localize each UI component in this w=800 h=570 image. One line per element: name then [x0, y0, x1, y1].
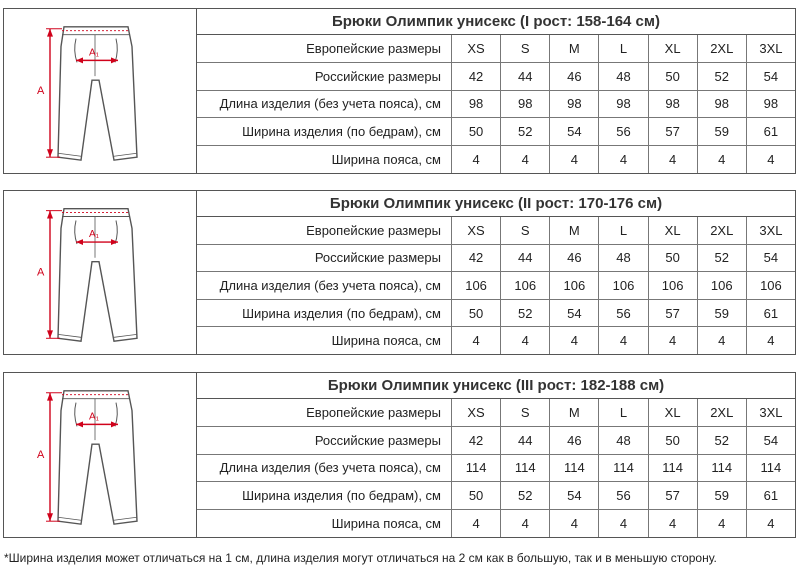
table-cell: L — [599, 35, 648, 62]
table-cell: 48 — [599, 427, 648, 454]
table-cell: 4 — [649, 510, 698, 537]
table-cell: 50 — [649, 63, 698, 90]
table-cell: 52 — [698, 427, 747, 454]
table-cell: L — [599, 217, 648, 244]
pants-diagram-2 — [4, 191, 197, 354]
table-row — [197, 118, 795, 146]
table-row — [197, 35, 795, 63]
table-cell: 57 — [649, 300, 698, 327]
table-cell: 4 — [452, 146, 501, 173]
table-cell: 4 — [452, 327, 501, 354]
size-table-block-2 — [3, 190, 796, 355]
table-cell: 54 — [763, 250, 779, 266]
table-cell: 56 — [599, 118, 648, 145]
table-cell: L — [599, 399, 648, 426]
table-cell: 59 — [698, 482, 747, 509]
table-cell: 4 — [550, 510, 599, 537]
table-cell: 52 — [501, 482, 550, 509]
table-cell: 114 — [501, 455, 550, 482]
table-cell: S — [501, 399, 550, 426]
row-label: Длина изделия (без учета пояса), см — [197, 272, 452, 299]
table-row — [197, 146, 795, 173]
row-label: Длина изделия (без учета пояса), см — [197, 91, 452, 118]
table-cell: 4 — [698, 327, 747, 354]
pants-icon — [4, 191, 197, 354]
table-cell: 61 — [763, 488, 779, 504]
table-cell: 106 — [599, 272, 648, 299]
table-cell: 46 — [550, 245, 599, 272]
table-cell: 4 — [698, 510, 747, 537]
table-cell: 3XL — [759, 40, 783, 56]
table-cell: 56 — [599, 482, 648, 509]
size-table-3 — [197, 373, 795, 537]
width-label: A₁ — [89, 411, 100, 423]
table-cell: 59 — [698, 300, 747, 327]
table-cell: 50 — [452, 300, 501, 327]
table-cell: 3XL — [759, 404, 783, 420]
table-cell: 106 — [550, 272, 599, 299]
table-cell: 54 — [550, 482, 599, 509]
table-cell: 4 — [698, 146, 747, 173]
size-table-block-1 — [3, 8, 796, 174]
table-row — [197, 399, 795, 427]
table-cell: 98 — [452, 91, 501, 118]
row-label: Российские размеры — [197, 427, 452, 454]
table-cell: 54 — [763, 432, 779, 448]
table-cell: 48 — [599, 63, 648, 90]
table-cell: XL — [649, 217, 698, 244]
table-cell: 42 — [452, 245, 501, 272]
table-title: Брюки Олимпик унисекс (I рост: 158-164 см) — [197, 9, 795, 35]
size-table-1 — [197, 9, 795, 173]
table-cell: 4 — [649, 146, 698, 173]
table-cell: 106 — [501, 272, 550, 299]
table-cell: 46 — [550, 427, 599, 454]
table-row — [197, 427, 795, 455]
table-cell: 57 — [649, 118, 698, 145]
table-cell: 4 — [550, 146, 599, 173]
table-cell: 98 — [649, 91, 698, 118]
table-cell: 50 — [649, 245, 698, 272]
table-cell: 106 — [760, 277, 782, 293]
table-cell: 44 — [501, 427, 550, 454]
table-cell: XL — [649, 399, 698, 426]
table-cell: XS — [452, 217, 501, 244]
table-cell: 98 — [599, 91, 648, 118]
row-label: Ширина пояса, см — [197, 327, 452, 354]
table-cell: 4 — [649, 327, 698, 354]
table-cell: S — [501, 35, 550, 62]
pants-icon — [4, 373, 197, 537]
table-cell: 106 — [452, 272, 501, 299]
table-cell: 46 — [550, 63, 599, 90]
row-label: Ширина пояса, см — [197, 146, 452, 173]
footnote: *Ширина изделия может отличаться на 1 см, длина изделия могут отличаться на 2 см как в большую, так и в меньшую сторону. — [4, 551, 717, 565]
table-cell: 42 — [452, 63, 501, 90]
table-cell: 3XL — [759, 222, 783, 238]
row-label: Европейские размеры — [197, 217, 452, 244]
table-cell: 98 — [501, 91, 550, 118]
table-cell: 98 — [698, 91, 747, 118]
table-cell: 4 — [550, 327, 599, 354]
table-cell: 52 — [698, 63, 747, 90]
size-table-2 — [197, 191, 795, 354]
table-row — [197, 217, 795, 245]
table-cell: 2XL — [698, 217, 747, 244]
table-cell: 2XL — [698, 399, 747, 426]
table-cell: M — [550, 399, 599, 426]
row-label: Европейские размеры — [197, 399, 452, 426]
table-cell: 50 — [452, 482, 501, 509]
row-label: Ширина изделия (по бедрам), см — [197, 482, 452, 509]
length-label: A — [37, 85, 45, 97]
table-cell: 42 — [452, 427, 501, 454]
table-cell: 4 — [599, 510, 648, 537]
table-row — [197, 63, 795, 91]
row-label: Ширина изделия (по бедрам), см — [197, 300, 452, 327]
table-title: Брюки Олимпик унисекс (II рост: 170-176 см) — [197, 191, 795, 217]
table-cell: 48 — [599, 245, 648, 272]
table-cell: 98 — [550, 91, 599, 118]
table-cell: 114 — [452, 455, 501, 482]
table-row — [197, 272, 795, 300]
table-cell: 4 — [767, 152, 775, 168]
table-cell: 56 — [599, 300, 648, 327]
table-cell: XS — [452, 35, 501, 62]
table-cell: XS — [452, 399, 501, 426]
table-cell: 4 — [501, 146, 550, 173]
table-cell: 114 — [698, 455, 747, 482]
table-cell: 114 — [599, 455, 648, 482]
table-cell: 59 — [698, 118, 747, 145]
row-label: Европейские размеры — [197, 35, 452, 62]
table-cell: 50 — [452, 118, 501, 145]
row-label: Ширина изделия (по бедрам), см — [197, 118, 452, 145]
table-cell: XL — [649, 35, 698, 62]
row-label: Российские размеры — [197, 63, 452, 90]
table-cell: 44 — [501, 245, 550, 272]
table-cell: 106 — [649, 272, 698, 299]
table-cell: M — [550, 35, 599, 62]
table-cell: 114 — [550, 455, 599, 482]
table-row — [197, 510, 795, 537]
table-row — [197, 91, 795, 119]
length-label: A — [37, 449, 45, 461]
table-cell: 57 — [649, 482, 698, 509]
table-row — [197, 482, 795, 510]
table-cell: 4 — [767, 516, 775, 532]
table-cell: 52 — [501, 300, 550, 327]
table-cell: 61 — [763, 124, 779, 140]
table-cell: 98 — [763, 96, 779, 112]
width-label: A₁ — [89, 229, 100, 241]
table-cell: 4 — [452, 510, 501, 537]
row-label: Российские размеры — [197, 245, 452, 272]
table-cell: 52 — [501, 118, 550, 145]
table-cell: 4 — [501, 327, 550, 354]
row-label: Длина изделия (без учета пояса), см — [197, 455, 452, 482]
table-cell: 61 — [763, 305, 779, 321]
table-row — [197, 455, 795, 483]
table-cell: 4 — [599, 146, 648, 173]
table-row — [197, 245, 795, 273]
table-cell: 44 — [501, 63, 550, 90]
table-cell: 54 — [550, 118, 599, 145]
pants-diagram-1 — [4, 9, 197, 173]
table-cell: 106 — [698, 272, 747, 299]
size-table-block-3 — [3, 372, 796, 538]
length-label: A — [37, 266, 45, 279]
table-cell: 4 — [501, 510, 550, 537]
table-cell: 50 — [649, 427, 698, 454]
table-cell: S — [501, 217, 550, 244]
table-cell: 52 — [698, 245, 747, 272]
table-title: Брюки Олимпик унисекс (III рост: 182-188 см) — [197, 373, 795, 399]
table-cell: 2XL — [698, 35, 747, 62]
row-label: Ширина пояса, см — [197, 510, 452, 537]
pants-diagram-3 — [4, 373, 197, 537]
width-label: A₁ — [89, 47, 100, 59]
table-row — [197, 327, 795, 354]
table-cell: 4 — [599, 327, 648, 354]
table-row — [197, 300, 795, 328]
table-cell: 54 — [550, 300, 599, 327]
table-cell: 114 — [649, 455, 698, 482]
table-cell: M — [550, 217, 599, 244]
table-cell: 54 — [763, 68, 779, 84]
pants-icon — [4, 9, 197, 173]
table-cell: 114 — [760, 460, 782, 476]
table-cell: 4 — [767, 333, 775, 349]
